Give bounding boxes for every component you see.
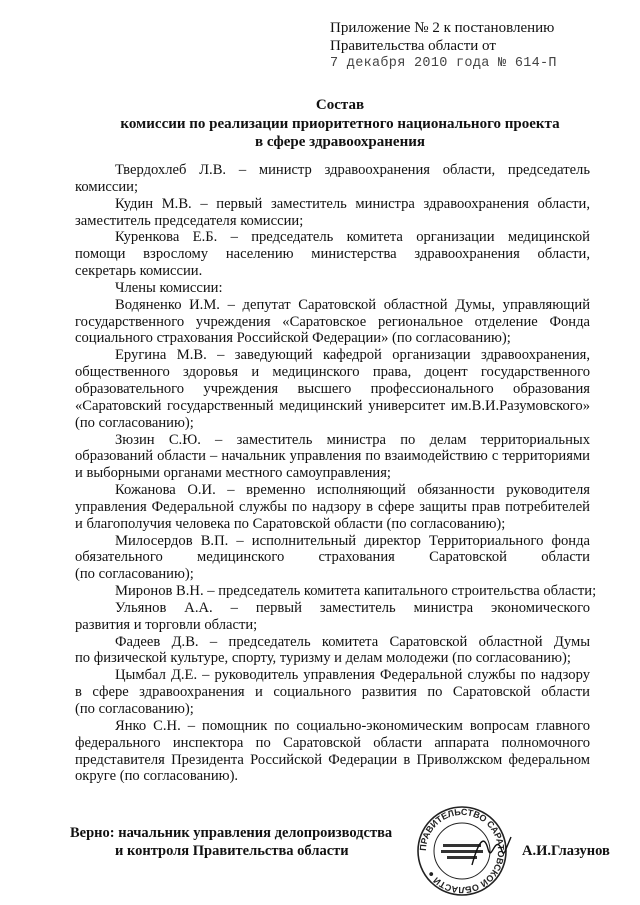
member-text-line: федерального инспектора по Саратовской области аппарата полномочного [75,734,590,751]
member-text-line: Водяненко И.М. – депутат Саратовской областной Думы, управляющий [115,296,590,313]
member-text-line: образований области – начальник управления по взаимодействию с территориями [75,448,590,465]
member-paragraph [75,667,590,718]
commission-members-list [75,162,597,785]
member-text-line: (по согласованию); [75,414,194,431]
member-text-line: развития и торговли области; [75,616,258,633]
member-paragraph [75,297,590,348]
member-text-line: Цымбал Д.Е. – руководитель управления Федеральной службы по надзору [115,667,590,684]
member-text-line: и благополучия человека по Саратовской области (по согласованию); [75,515,506,532]
member-text-line: заместитель председателя комиссии; [75,212,304,229]
member-text-line: Кожанова О.И. – временно исполняющий обязанности руководителя [115,482,590,499]
certification-line-2: и контроля Правительства области [115,843,349,859]
member-text-line: Милосердов В.П. – исполнительный директор Территориального фонда [115,532,590,549]
member-paragraph [75,229,590,280]
member-text-line: «Саратовский государственный медицинский университет им.В.И.Разумовского» [75,397,590,414]
document-title: Состав [315,97,365,113]
member-text-line: обязательного медицинского страхования Саратовской области [75,549,590,566]
member-text-line: Ульянов А.А. – первый заместитель министра экономического [115,599,590,616]
appendix-date-number: 7 декабря 2010 года № 614-П [330,56,557,71]
appendix-line-1: Приложение № 2 к постановлению [330,20,555,36]
member-paragraph [75,432,590,483]
member-text-line: по физической культуре, спорту, туризму и делам молодежи (по согласованию); [75,650,571,667]
member-text-line: секретарь комиссии. [75,263,203,280]
member-text-line: Члены комиссии: [115,279,223,296]
member-paragraph [75,280,590,297]
member-text-line: (по согласованию); [75,566,194,583]
member-paragraph [75,196,590,230]
member-text-line: (по согласованию); [75,701,194,717]
member-paragraph [75,634,590,668]
member-text-line: комиссии; [75,178,139,195]
member-text-line: в сфере здравоохранения и социального развития по Саратовской области [75,684,590,701]
member-text-line: Зюзин С.Ю. – заместитель министра по делам территориальных [115,431,590,448]
document-subtitle-1: комиссии по реализации приоритетного национального проекта [120,116,560,132]
document-subtitle-2: в сфере здравоохранения [255,134,425,150]
appendix-line-2: Правительства области от [330,38,496,54]
member-text-line: округе (по согласованию). [75,768,239,785]
member-text-line: социального страхования Российской Федерации» (по согласованию); [75,330,511,347]
member-text-line: Миронов В.Н. – председатель комитета капитального строительства области; [115,583,597,600]
member-paragraph [75,533,590,584]
member-text-line: и выборными органами местного самоуправления; [75,465,391,482]
member-text-line: Еругина М.В. – заведующий кафедрой организации здравоохранения, [115,347,590,364]
member-paragraph [75,162,590,196]
member-text-line: представителя Президента Российской Федерации в Приволжском федеральном [75,751,590,768]
member-paragraph [75,718,590,785]
member-text-line: управления Федеральной службы по надзору в сфере защиты прав потребителей [75,498,590,515]
member-text-line: образовательного учреждения высшего профессионального образования [75,380,590,397]
member-text-line: Твердохлеб Л.В. – министр здравоохранения области, председатель [115,162,590,178]
certification-line-1: Верно: начальник управления делопроизводства [70,825,393,841]
member-paragraph [75,600,590,634]
member-text-line: помощи взрослому населению министерства здравоохранения области, [75,246,590,263]
member-paragraph [75,347,590,431]
member-text-line: общественного здоровья и медицинского права, доцент государственного [75,364,590,381]
member-text-line: Куренкова Е.Б. – председатель комитета организации медицинской [115,229,590,246]
member-text-line: государственного учреждения «Саратовское региональное отделение Фонда [75,313,590,330]
member-paragraph [75,482,590,533]
official-stamp-with-signature [414,803,514,899]
signer-name: А.И.Глазунов [522,843,610,859]
member-text-line: Кудин М.В. – первый заместитель министра здравоохранения области, [115,195,590,212]
svg-text:ПРАВИТЕЛЬСТВО САРАТОВСКОЙ ОБЛА: ПРАВИТЕЛЬСТВО САРАТОВСКОЙ ОБЛАСТИ ● [417,806,507,896]
member-paragraph [75,583,597,600]
member-text-line: Фадеев Д.В. – председатель комитета Саратовской областной Думы [115,633,590,650]
member-text-line: Янко С.Н. – помощник по социально-экономическим вопросам главного [115,717,590,734]
